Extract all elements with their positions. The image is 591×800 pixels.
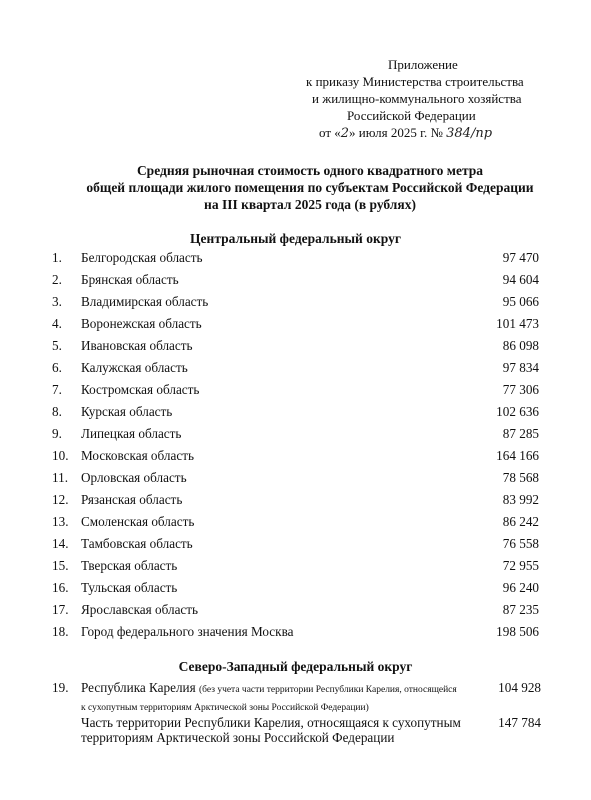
region-value: 76 558 (502, 536, 539, 551)
table-row (0, 599, 591, 621)
region-value: 101 473 (496, 316, 539, 331)
region-name: Брянская область (81, 272, 179, 287)
table-row (0, 511, 591, 533)
title-line-1: Средняя рыночная стоимость одного квадратного метра (136, 163, 484, 178)
row-number: 18. (52, 624, 69, 639)
appendix-line-1: Приложение (388, 57, 458, 72)
region-name: Тамбовская область (81, 536, 193, 551)
table-row-karelia (0, 680, 591, 716)
row-name (81, 680, 501, 716)
region-name: Орловская область (81, 470, 187, 485)
row-number: 16. (52, 580, 69, 595)
row-number: 15. (52, 558, 69, 573)
region-name: Ярославская область (81, 602, 199, 617)
appendix-line-4: Российской Федерации (347, 108, 476, 123)
table-row (0, 489, 591, 511)
district-heading-central: Центральный федеральный округ (190, 231, 401, 246)
region-value: 78 568 (502, 470, 539, 485)
table-row (0, 533, 591, 555)
table-row (0, 401, 591, 423)
region-name: Белгородская область (81, 250, 203, 265)
row-number: 9. (52, 426, 62, 441)
date-prefix: от « (319, 125, 341, 140)
region-value: 96 240 (502, 580, 539, 595)
region-value: 102 636 (496, 404, 539, 419)
row-number: 19. (52, 680, 69, 695)
row-number: 5. (52, 338, 62, 353)
arctic-line-1: Часть территории Республики Карелия, относящаяся к сухопутным (81, 715, 461, 730)
row-number: 3. (52, 294, 62, 309)
row-number: 7. (52, 382, 62, 397)
region-name: Московская область (81, 448, 194, 463)
table-row (0, 357, 591, 379)
region-value: 95 066 (502, 294, 539, 309)
region-value: 87 235 (502, 602, 539, 617)
table-row (0, 313, 591, 335)
row-value: 147 784 (498, 715, 541, 730)
table-row (0, 445, 591, 467)
region-value: 86 098 (502, 338, 539, 353)
row-number: 12. (52, 492, 69, 507)
row-number: 11. (52, 470, 68, 485)
region-name: Калужская область (81, 360, 188, 375)
region-name: Республика Карелия (81, 680, 196, 695)
region-name: Смоленская область (81, 514, 195, 529)
table-row (0, 269, 591, 291)
handwritten-order-number: 384/пр (446, 126, 493, 141)
region-value: 86 242 (502, 514, 539, 529)
appendix-date-line (300, 124, 560, 142)
table-row-karelia-arctic (0, 715, 591, 751)
row-number: 1. (52, 250, 62, 265)
region-value: 72 955 (502, 558, 539, 573)
region-name: Город федерального значения Москва (81, 624, 294, 639)
region-value: 97 834 (502, 360, 539, 375)
region-value: 83 992 (502, 492, 539, 507)
region-value: 97 470 (502, 250, 539, 265)
district-heading-northwest: Северо-Западный федеральный округ (178, 659, 413, 674)
table-row (0, 621, 591, 643)
title-line-3: на III квартал 2025 года (в рублях) (204, 197, 416, 212)
region-name: Владимирская область (81, 294, 209, 309)
row-name (81, 715, 501, 745)
row-number: 17. (52, 602, 69, 617)
table-row (0, 379, 591, 401)
region-name: Воронежская область (81, 316, 202, 331)
region-value: 87 285 (502, 426, 539, 441)
region-name: Тверская область (81, 558, 178, 573)
table-row (0, 555, 591, 577)
table-row (0, 247, 591, 269)
row-number: 8. (52, 404, 62, 419)
row-number: 2. (52, 272, 62, 287)
region-value: 77 306 (502, 382, 539, 397)
arctic-line-2: территориям Арктической зоны Российской Федерации (81, 730, 395, 745)
table-row (0, 577, 591, 599)
region-name: Костромская область (81, 382, 200, 397)
row-number: 10. (52, 448, 69, 463)
table-row (0, 423, 591, 445)
region-name: Ивановская область (81, 338, 193, 353)
appendix-header (300, 56, 560, 142)
row-number: 6. (52, 360, 62, 375)
region-value: 94 604 (502, 272, 539, 287)
region-note-line-1: (без учета части территории Республики Карелия, относящейся (198, 685, 457, 695)
document-title (40, 162, 580, 213)
region-note-line-2: к сухопутным территориям Арктической зоны Российской Федерации) (81, 703, 369, 713)
region-table (0, 247, 591, 643)
row-number: 4. (52, 316, 62, 331)
region-name: Липецкая область (81, 426, 182, 441)
title-line-2: общей площади жилого помещения по субъектам Российской Федерации (86, 180, 534, 195)
date-mid: » июля 2025 г. № (349, 125, 447, 140)
appendix-line-3: и жилищно-коммунального хозяйства (312, 91, 522, 106)
handwritten-day: 2 (340, 126, 350, 141)
row-value: 104 928 (498, 680, 541, 695)
region-name: Рязанская область (81, 492, 183, 507)
row-number: 14. (52, 536, 69, 551)
table-row (0, 467, 591, 489)
appendix-line-2: к приказу Министерства строительства (306, 74, 524, 89)
table-row (0, 291, 591, 313)
table-row (0, 335, 591, 357)
region-name: Тульская область (81, 580, 178, 595)
region-value: 164 166 (496, 448, 539, 463)
region-name: Курская область (81, 404, 173, 419)
row-number: 13. (52, 514, 69, 529)
region-value: 198 506 (496, 624, 539, 639)
